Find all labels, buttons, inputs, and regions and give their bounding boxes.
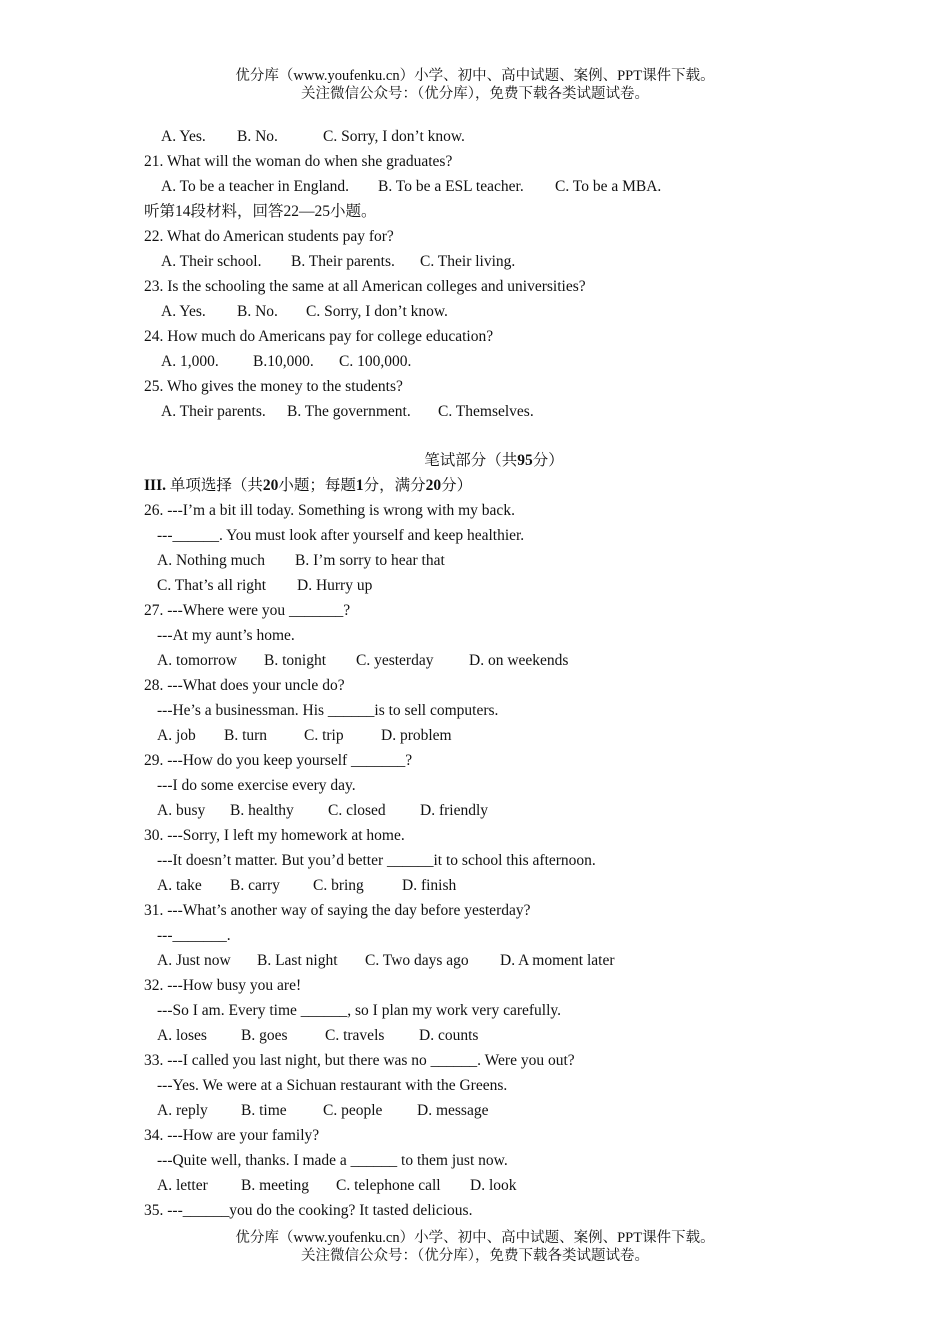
q28-options	[144, 723, 864, 748]
q25-stem: 25. Who gives the money to the students?	[144, 378, 403, 395]
q21-options: A. To be a teacher in England. B. To be a ESL teacher. C. To be a MBA.	[161, 178, 662, 195]
q34-stem: 34. ---How are your family?	[144, 1127, 320, 1144]
q27-option: A. tomorrow	[157, 652, 238, 669]
q31-option: B. Last night	[257, 952, 338, 969]
exam-content	[144, 124, 864, 1223]
q28-option: D. problem	[381, 727, 452, 744]
q23-stem: 23. Is the schooling the same at all American colleges and universities?	[144, 278, 586, 295]
q24-options: A. 1,000. B.10,000. C. 100,000.	[161, 353, 412, 370]
q32-option: C. travels	[325, 1027, 385, 1044]
section-iii-heading: III. 单项选择（共20小题；每题1分，满分20分）	[144, 477, 473, 494]
q33-option: A. reply	[157, 1102, 208, 1119]
q30-stem: 30. ---Sorry, I left my homework at home.	[144, 827, 405, 844]
page-header	[0, 67, 950, 103]
footer-line-1: 优分库（www.youfenku.cn）小学、初中、高中试题、案例、PPT课件下载。	[235, 1230, 715, 1246]
q26-options	[144, 573, 864, 598]
q34-option: A. letter	[157, 1177, 208, 1194]
q28-option: A. job	[157, 727, 196, 744]
q31-response: ---_______.	[157, 927, 231, 944]
q28-stem: 28. ---What does your uncle do?	[144, 677, 345, 694]
q31-options	[144, 948, 864, 973]
q30-options	[144, 873, 864, 898]
q33-option: D. message	[417, 1102, 489, 1119]
q31-option: D. A moment later	[500, 952, 615, 969]
q28-response: ---He’s a businessman. His ______is to sell computers.	[157, 702, 499, 719]
q33-options	[144, 1098, 864, 1123]
q29-option: C. closed	[328, 802, 386, 819]
q29-stem: 29. ---How do you keep yourself _______?	[144, 752, 413, 769]
page-footer	[0, 1229, 950, 1265]
q28-option: C. trip	[304, 727, 344, 744]
q34-options	[144, 1173, 864, 1198]
q26-response: ---______. You must look after yourself and keep healthier.	[157, 527, 525, 544]
q27-options	[144, 648, 864, 673]
footer-line-2: 关注微信公众号：（优分库），免费下载各类试题试卷。	[301, 1248, 649, 1264]
q30-option: C. bring	[313, 877, 364, 894]
q33-option: C. people	[323, 1102, 383, 1119]
q29-response: ---I do some exercise every day.	[157, 777, 356, 794]
q32-response: ---So I am. Every time ______, so I plan my work very carefully.	[157, 1002, 562, 1019]
q26-stem: 26. ---I’m a bit ill today. Something is wrong with my back.	[144, 502, 515, 519]
q26-option: D. Hurry up	[297, 577, 373, 594]
q21-stem: 21. What will the woman do when she graduates?	[144, 153, 453, 170]
q28-option: B. turn	[224, 727, 268, 744]
q27-option: C. yesterday	[356, 652, 434, 669]
q34-option: D. look	[470, 1177, 517, 1194]
q27-stem: 27. ---Where were you _______?	[144, 602, 351, 619]
written-part-title: 笔试部分（共95分）	[424, 452, 564, 469]
question-list	[144, 498, 864, 1223]
q32-stem: 32. ---How busy you are!	[144, 977, 302, 994]
q26-option: C. That’s all right	[157, 577, 267, 594]
q22-options: A. Their school. B. Their parents. C. Their living.	[161, 253, 516, 270]
q33-option: B. time	[241, 1102, 287, 1119]
q34-option: B. meeting	[241, 1177, 310, 1194]
q20-options: A. Yes. B. No. C. Sorry, I don’t know.	[161, 128, 465, 145]
q30-option: B. carry	[230, 877, 280, 894]
header-line-2: 关注微信公众号：（优分库），免费下载各类试题试卷。	[301, 86, 649, 102]
q34-option: C. telephone call	[336, 1177, 441, 1194]
q32-option: B. goes	[241, 1027, 288, 1044]
q33-stem: 33. ---I called you last night, but there was no ______. Were you out?	[144, 1052, 575, 1069]
q26-option: B. I’m sorry to hear that	[295, 552, 445, 569]
q27-response: ---At my aunt’s home.	[157, 627, 295, 644]
q24-stem: 24. How much do Americans pay for college education?	[144, 328, 494, 345]
q33-response: ---Yes. We were at a Sichuan restaurant with the Greens.	[157, 1077, 508, 1094]
q30-option: A. take	[157, 877, 202, 894]
q23-options: A. Yes. B. No. C. Sorry, I don’t know.	[161, 303, 448, 320]
q29-option: A. busy	[157, 802, 206, 819]
q30-response: ---It doesn’t matter. But you’d better ______it to school this afternoon.	[157, 852, 596, 869]
q34-response: ---Quite well, thanks. I made a ______ to them just now.	[157, 1152, 508, 1169]
q27-option: D. on weekends	[469, 652, 569, 669]
q30-option: D. finish	[402, 877, 457, 894]
q32-options	[144, 1023, 864, 1048]
q27-option: B. tonight	[264, 652, 327, 669]
q31-stem: 31. ---What’s another way of saying the day before yesterday?	[144, 902, 531, 919]
q26-options	[144, 548, 864, 573]
q29-option: D. friendly	[420, 802, 489, 819]
q29-option: B. healthy	[230, 802, 294, 819]
q31-option: C. Two days ago	[365, 952, 469, 969]
section-14-instruction: 听第14段材料，回答22—25小题。	[144, 203, 377, 220]
q32-option: D. counts	[419, 1027, 479, 1044]
q35-stem: 35. ---______you do the cooking? It tasted delicious.	[144, 1202, 473, 1219]
q22-stem: 22. What do American students pay for?	[144, 228, 394, 245]
q26-option: A. Nothing much	[157, 552, 266, 569]
q32-option: A. loses	[157, 1027, 207, 1044]
q25-options: A. Their parents. B. The government. C. Themselves.	[161, 403, 534, 420]
q29-options	[144, 798, 864, 823]
header-line-1: 优分库（www.youfenku.cn）小学、初中、高中试题、案例、PPT课件下载。	[235, 68, 715, 84]
q31-option: A. Just now	[157, 952, 231, 969]
